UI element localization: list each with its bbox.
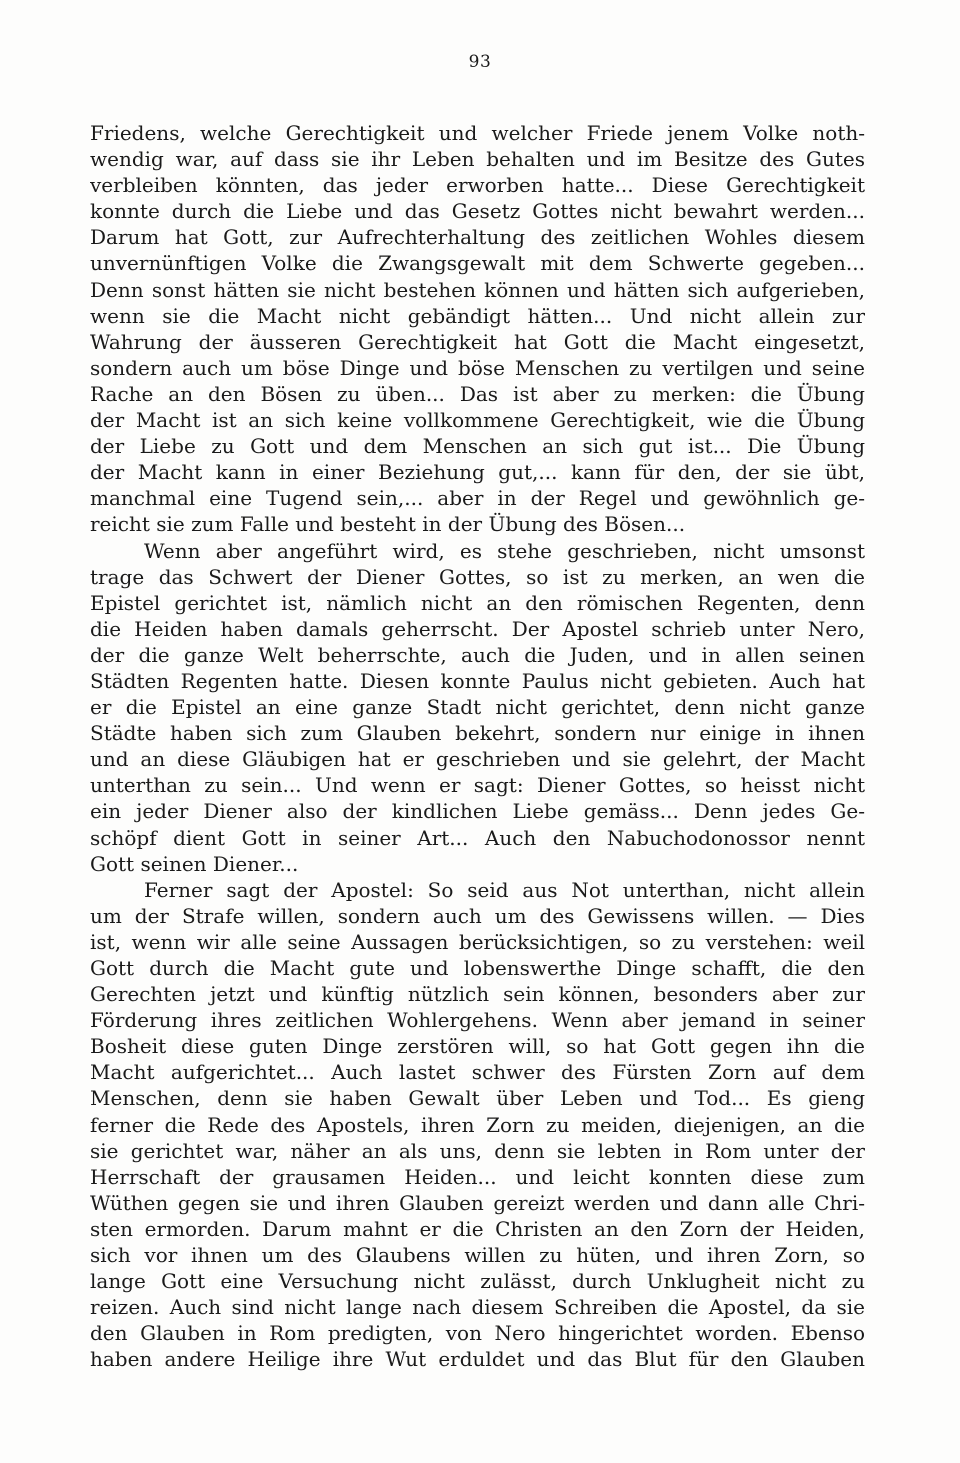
text-line: der Liebe zu Gott und dem Menschen an sich gut ist... Die Übung: [90, 434, 865, 459]
text-line: der Macht ist an sich keine vollkommene Gerechtigkeit, wie die Übung: [90, 408, 865, 433]
text-line: wenn sie die Macht nicht gebändigt hätten... Und nicht allein zur: [90, 303, 865, 328]
text-line: Ferner sagt der Apostel: So seid aus Not unterthan, nicht allein: [144, 877, 865, 902]
text-line: Wüthen gegen sie und ihren Glauben gereizt werden und dann alle Chri-: [90, 1190, 865, 1215]
text-line: sich vor ihnen um des Glaubens willen zu hüten, und ihren Zorn, so: [90, 1243, 865, 1268]
text-line: um der Strafe willen, sondern auch um des Gewissens willen. — Dies: [90, 903, 865, 928]
text-line: ferner die Rede des Apostels, ihren Zorn zu meiden, diejenigen, an die: [90, 1112, 865, 1137]
text-line: den Glauben in Rom predigten, von Nero hingerichtet worden. Ebenso: [90, 1321, 865, 1346]
text-line: sten ermorden. Darum mahnt er die Christen an den Zorn der Heiden,: [90, 1216, 865, 1241]
text-line: Gerechten jetzt und künftig nützlich sein können, besonders aber zur: [90, 982, 865, 1007]
text-line: ist, wenn wir alle seine Aussagen berücksichtigen, so zu verstehen: weil: [90, 929, 865, 954]
text-line: Gott durch die Macht gute und lobenswerthe Dinge schafft, die den: [90, 956, 865, 980]
text-line: die Heiden haben damals geherrscht. Der Apostel schrieb unter Nero,: [90, 616, 865, 641]
text-line: Wenn aber angeführt wird, es stehe geschrieben, nicht umsonst: [144, 538, 865, 563]
text-line: Friedens, welche Gerechtigkeit und welcher Friede jenem Volke noth-: [90, 121, 865, 145]
text-line: er die Epistel an eine ganze Stadt nicht gerichtet, denn nicht ganze: [90, 695, 865, 720]
text-line: manchmal eine Tugend sein,... aber in der Regel und gewöhnlich ge-: [90, 486, 865, 511]
text-line: unterthan zu sein... Und wenn er sagt: Diener Gottes, so heisst nicht: [90, 773, 865, 798]
body-text: [90, 120, 865, 1373]
text-line: Macht aufgerichtet... Auch lastet schwer des Fürsten Zorn auf dem: [90, 1060, 865, 1085]
text-line: Rache an den Bösen zu üben... Das ist aber zu merken: die Übung: [90, 381, 865, 406]
text-line: Wahrung der äusseren Gerechtigkeit hat Gott die Macht eingesetzt,: [90, 329, 865, 354]
text-line: Förderung ihres zeitlichen Wohlergehens. Wenn aber jemand in seiner: [90, 1008, 865, 1033]
text-line: konnte durch die Liebe und das Gesetz Gottes nicht bewahrt werden...: [90, 199, 865, 224]
text-line: Städten Regenten hatte. Diesen konnte Paulus nicht gebieten. Auch hat: [90, 668, 865, 693]
text-line: der Macht kann in einer Beziehung gut,... kann für den, der sie übt,: [90, 460, 865, 485]
text-line: Bosheit diese guten Dinge zerstören will, so hat Gott gegen ihn die: [90, 1034, 865, 1059]
text-line: Herrschaft der grausamen Heiden... und leicht konnten diese zum: [90, 1164, 865, 1189]
text-line: Menschen, denn sie haben Gewalt über Leben und Tod... Es gieng: [90, 1086, 865, 1111]
text-line: unvernünftigen Volke die Zwangsgewalt mit dem Schwerte gegeben...: [90, 251, 865, 276]
text-line: sie gerichtet war, näher an als uns, denn sie lebten in Rom unter der: [90, 1138, 865, 1163]
text-line: ein jeder Diener also der kindlichen Liebe gemäss... Denn jedes Ge-: [90, 799, 865, 824]
text-line: verbleiben könnten, das jeder erworben hatte... Diese Gerechtigkeit: [90, 173, 865, 198]
text-line: der die ganze Welt beherrschte, auch die Juden, und in allen seinen: [90, 642, 865, 667]
text-line: trage das Schwert der Diener Gottes, so ist zu merken, an wen die: [90, 564, 865, 589]
text-line: schöpf dient Gott in seiner Art... Auch den Nabuchodonossor nennt: [90, 825, 865, 850]
text-line: und an diese Gläubigen hat er geschrieben und sie gelehrt, der Macht: [90, 747, 865, 772]
text-line: Darum hat Gott, zur Aufrechterhaltung des zeitlichen Wohles diesem: [90, 225, 865, 250]
text-line: sondern auch um böse Dinge und böse Menschen zu vertilgen und seine: [90, 355, 865, 380]
text-line: wendig war, auf dass sie ihr Leben behalten und im Besitze des Gutes: [90, 147, 865, 172]
text-line: reizen. Auch sind nicht lange nach diesem Schreiben die Apostel, da sie: [90, 1295, 865, 1320]
text-line: haben andere Heilige ihre Wut erduldet und das Blut für den Glauben: [90, 1347, 865, 1372]
page-number: 93: [468, 52, 492, 72]
text-line: Städte haben sich zum Glauben bekehrt, sondern nur einige in ihnen: [90, 721, 865, 746]
text-line: lange Gott eine Versuchung nicht zulässt, durch Unklugheit nicht zu: [90, 1269, 865, 1294]
text-line: reicht sie zum Falle und besteht in der Übung des Bösen...: [90, 512, 686, 537]
text-line: Gott seinen Diener...: [90, 851, 299, 876]
text-line: Epistel gerichtet ist, nämlich nicht an den römischen Regenten, denn: [90, 590, 865, 615]
text-line: Denn sonst hätten sie nicht bestehen können und hätten sich aufgerieben,: [90, 277, 865, 302]
